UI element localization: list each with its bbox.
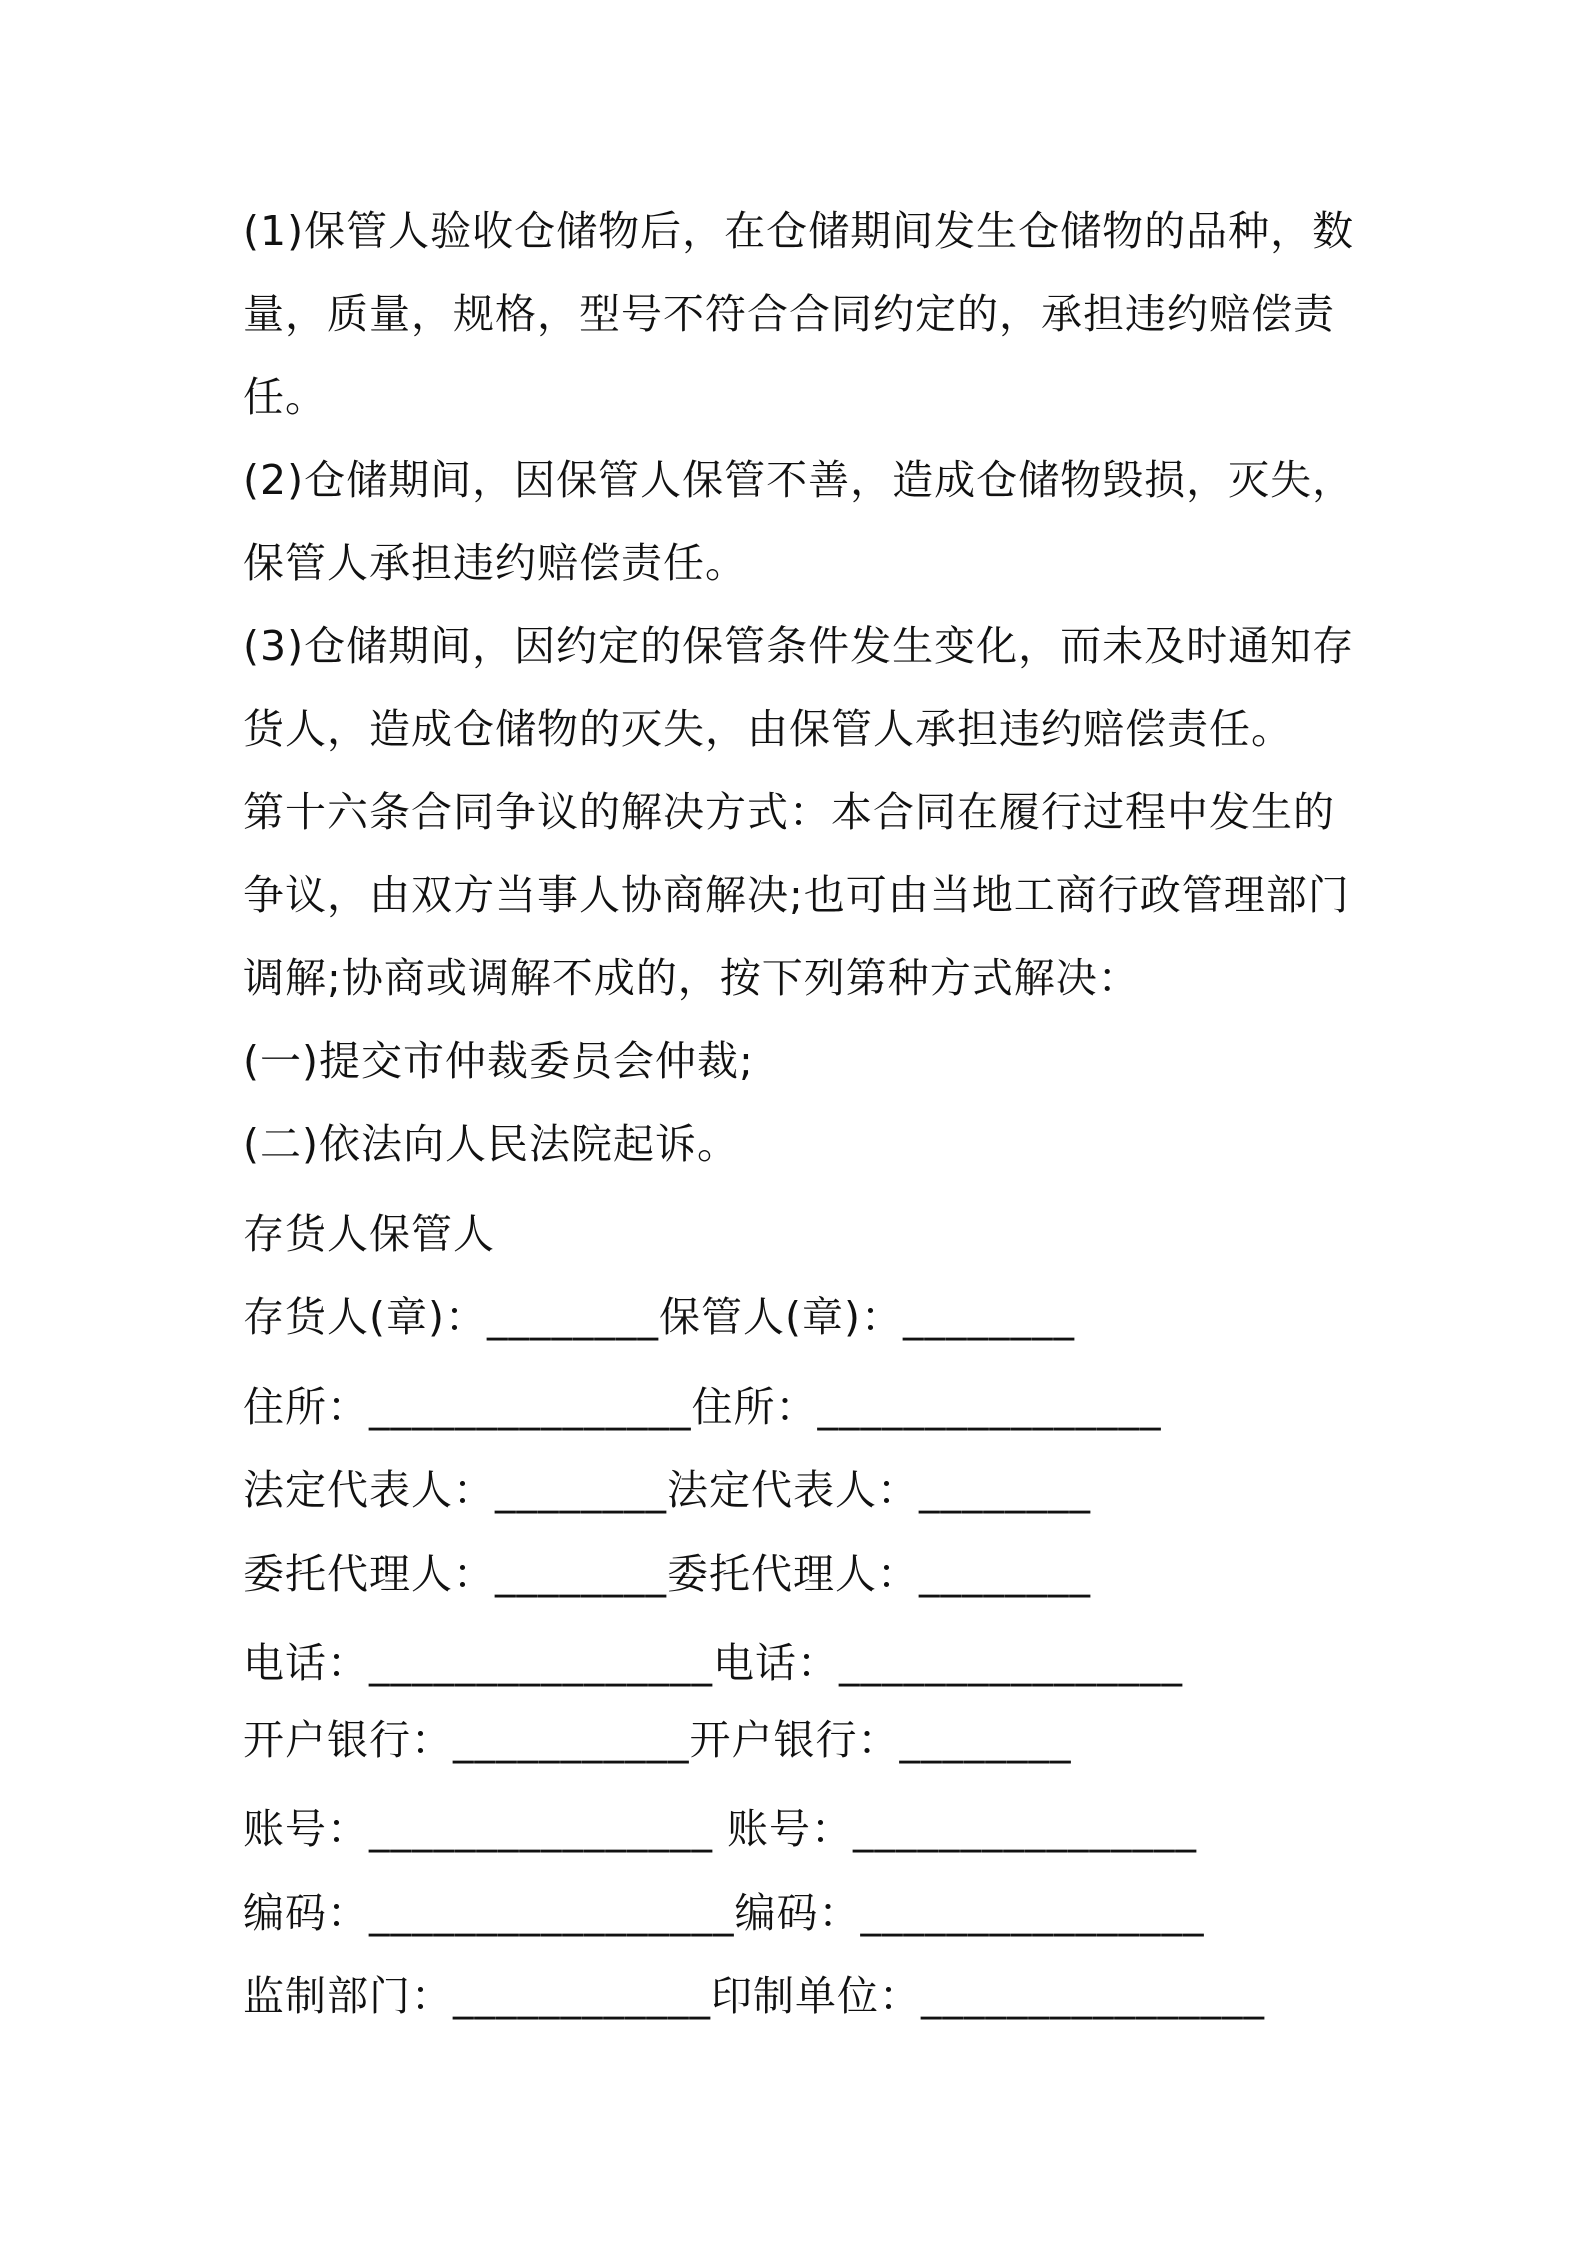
clause-item-1: (1)保管人验收仓储物后，在仓储期间发生仓储物的品种，数量，质量，规格，型号不符合合同约定的，承担违约赔偿责任。 xyxy=(243,207,1355,421)
signature-row-phone: 电话：________________电话：________________ xyxy=(243,1639,1183,1687)
signature-row-supervisor-printer: 监制部门：____________印制单位：________________ xyxy=(243,1972,1265,2020)
clause-item-2: (2)仓储期间，因保管人保管不善，造成仓储物毁损，灭失，保管人承担违约赔偿责任。 xyxy=(243,456,1355,587)
resolution-option-litigation: (二)依法向人民法院起诉。 xyxy=(243,1120,739,1168)
signature-row-bank: 开户银行：___________开户银行：________ xyxy=(243,1716,1072,1764)
signature-row-address: 住所：_______________住所：________________ xyxy=(243,1383,1162,1431)
signature-row-seal: 存货人(章)：________保管人(章)：________ xyxy=(243,1293,1075,1341)
signature-row-legal-rep: 法定代表人：________法定代表人：________ xyxy=(243,1466,1091,1514)
article-16-dispute-resolution: 第十六条合同争议的解决方式：本合同在履行过程中发生的争议，由双方当事人协商解决;也可由当地工商行政管理部门调解;协商或调解不成的，按下列第种方式解决： xyxy=(243,788,1350,1002)
signature-row-code: 编码：_________________编码：________________ xyxy=(243,1889,1205,1937)
signature-header: 存货人保管人 xyxy=(243,1210,495,1258)
signature-row-agent: 委托代理人：________委托代理人：________ xyxy=(243,1550,1091,1598)
resolution-option-arbitration: (一)提交市仲裁委员会仲裁; xyxy=(243,1037,754,1085)
signature-row-account: 账号：________________ 账号：________________ xyxy=(243,1805,1198,1853)
clause-item-3: (3)仓储期间，因约定的保管条件发生变化，而未及时通知存货人，造成仓储物的灭失，由保管人承担违约赔偿责任。 xyxy=(243,622,1355,753)
